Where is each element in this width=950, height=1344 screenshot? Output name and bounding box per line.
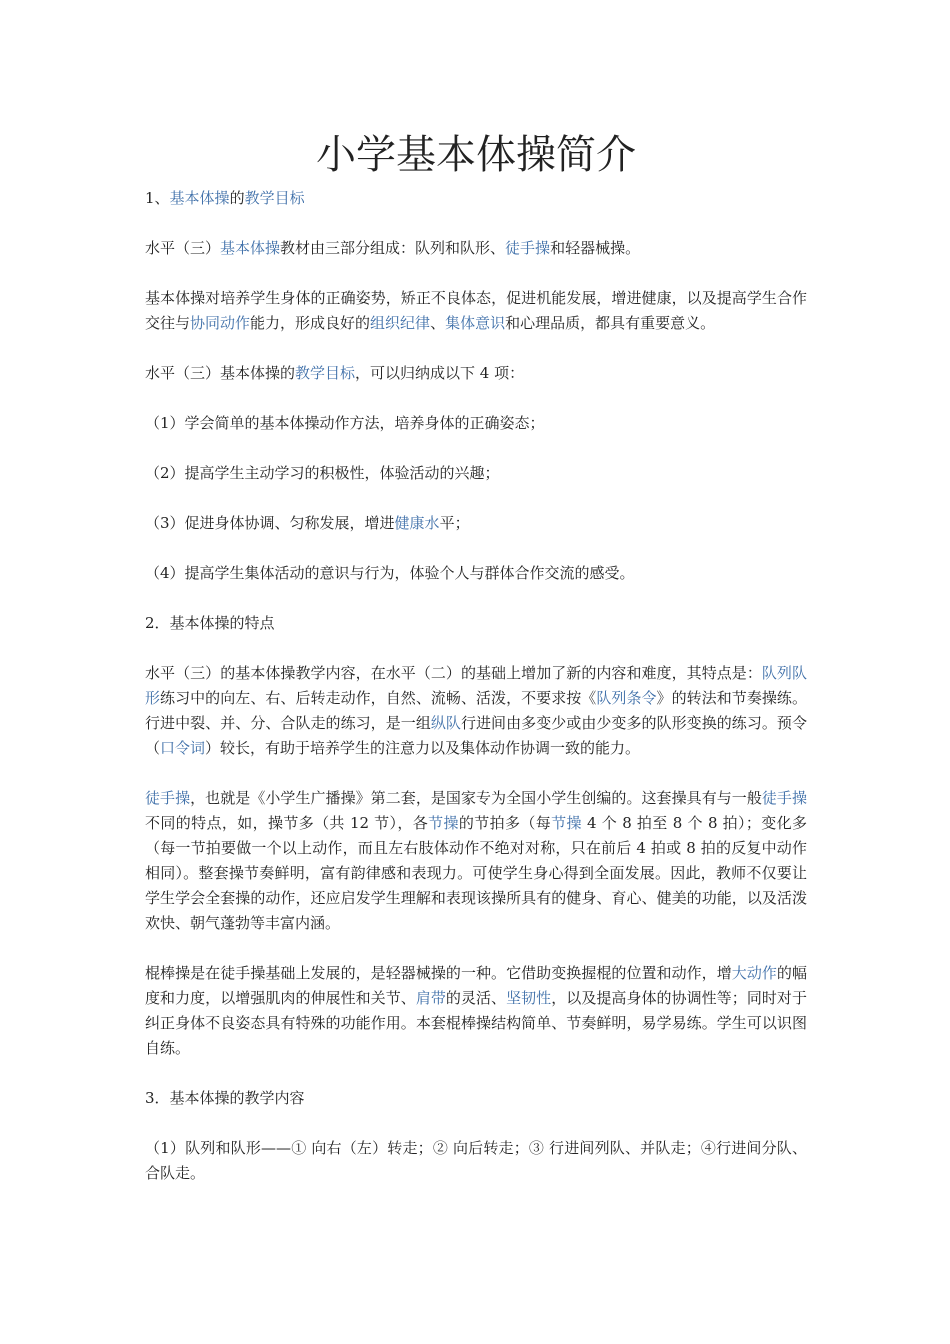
text-segment: 水平（三）的基本体操教学内容，在水平（二）的基础上增加了新的内容和难度，其特点是： [145,664,762,682]
text-segment: 平； [439,514,470,532]
text-segment: 和心理品质，都具有重要意义。 [505,314,716,332]
text-segment: ）较长，有助于培养学生的注意力以及集体动作协调一致的能力。 [205,739,641,757]
term-link[interactable]: 基本体操 [169,189,230,207]
term-link[interactable]: 健康水 [394,514,440,532]
term-link[interactable]: 纵队 [430,714,461,732]
term-link[interactable]: 教学目标 [244,189,305,207]
text-segment: 1、 [145,189,170,207]
text-segment: （1）队列和队形——① 向右（左）转走；② 向后转走；③ 行进间列队、并队走；④行进间分队、合队走。 [145,1139,807,1182]
paragraph [145,511,807,536]
text-segment: （2）提高学生主动学习的积极性，体验活动的兴趣； [145,464,500,482]
text-segment: （4）提高学生集体活动的意识与行为，体验个人与群体合作交流的感受。 [145,564,635,582]
text-segment: 练习中的向左、右、后转走动作，自然、流畅、活泼，不要求按《 [160,689,597,707]
term-link[interactable]: 徒手操 [505,239,551,257]
text-segment: 和轻器械操。 [550,239,641,257]
text-segment: 4 个 8 拍至 8 个 8 拍）；变化多（每一节拍要做一个以上动作，而且左右肢体动作不绝对对称，只在前后 4 拍或 8 拍的反复中动作相同）。整套操节奏鲜明，富有韵律感和表现力。可使学生身心得到全面发展。因此，教师不仅要让学生学会全套操的动作，还应启发学生理解和表现该操所具有的健身、育心、健美的功能，以及活泼欢快、朝气蓬勃等丰富内涵。 [145,814,807,932]
term-link[interactable]: 节操 [551,814,582,832]
paragraph [145,461,807,486]
term-link[interactable]: 协同动作 [190,314,251,332]
paragraph [145,661,807,761]
text-segment: 3．基本体操的教学内容 [145,1089,305,1107]
text-segment: ，可以归纳成以下 4 项： [355,364,525,382]
paragraph [145,961,807,1061]
term-link[interactable]: 队列队形 [145,664,807,707]
text-segment: 的 [229,189,245,207]
text-segment: 的节拍多（每 [458,814,552,832]
paragraph [145,1136,807,1186]
term-link[interactable]: 肩带 [415,989,446,1007]
text-segment: 行进间由多变少或由少变多的队形变换的练习。预令（ [145,714,807,757]
text-segment: ，以及提高身体的协调性等；同时对于纠正身体不良姿态具有特殊的功能作用。本套棍棒操结构简单、节奏鲜明，易学易练。学生可以识图自练。 [145,989,807,1057]
term-link[interactable]: 大动作 [731,964,777,982]
paragraph [145,411,807,436]
text-segment: ，也就是《小学生广播操》第二套，是国家专为全国小学生创编的。这套操具有与一般 [190,789,762,807]
paragraph [145,786,807,936]
text-segment: 的幅度和力度，以增强肌肉的伸展性和关节、 [145,964,807,1007]
text-segment: （3）促进身体协调、匀称发展，增进 [145,514,395,532]
text-segment: 、 [430,314,446,332]
paragraph [145,611,807,636]
term-link[interactable]: 队列条令 [596,689,657,707]
paragraph [145,361,807,386]
text-segment: 棍棒操是在徒手操基础上发展的，是轻器械操的一种。它借助变换握棍的位置和动作，增 [145,964,732,982]
text-segment: 基本体操对培养学生身体的正确姿势，矫正不良体态，促进机能发展，增进健康，以及提高学生合作交往与 [145,289,807,332]
text-segment: 2．基本体操的特点 [145,614,275,632]
paragraph [145,186,807,211]
paragraph [145,286,807,336]
term-link[interactable]: 集体意识 [445,314,506,332]
text-segment: 水平（三） [145,239,221,257]
paragraph [145,1086,807,1111]
term-link[interactable]: 节操 [428,814,459,832]
term-link[interactable]: 口令词 [160,739,206,757]
text-segment: 水平（三）基本体操的 [145,364,296,382]
term-link[interactable]: 基本体操 [220,239,281,257]
term-link[interactable]: 组织纪律 [370,314,431,332]
document-page [145,118,807,1186]
text-segment: 的灵活、 [445,989,507,1007]
text-segment: （1）学会简单的基本体操动作方法，培养身体的正确姿态； [145,414,545,432]
term-link[interactable]: 教学目标 [295,364,356,382]
term-link[interactable]: 坚韧性 [506,989,552,1007]
text-segment: 能力，形成良好的 [250,314,371,332]
paragraph [145,236,807,261]
page-title: 小学基本体操简介 [316,132,636,178]
text-segment: 》的转法和节奏操练。行进中裂、并、分、合队走的练习，是一组 [145,689,807,732]
term-link[interactable]: 徒手操 [761,789,807,807]
text-segment: 不同的特点，如，操节多（共 12 节），各 [145,814,429,832]
term-link[interactable]: 徒手操 [145,789,191,807]
paragraph [145,561,807,586]
text-segment: 教材由三部分组成：队列和队形、 [280,239,506,257]
